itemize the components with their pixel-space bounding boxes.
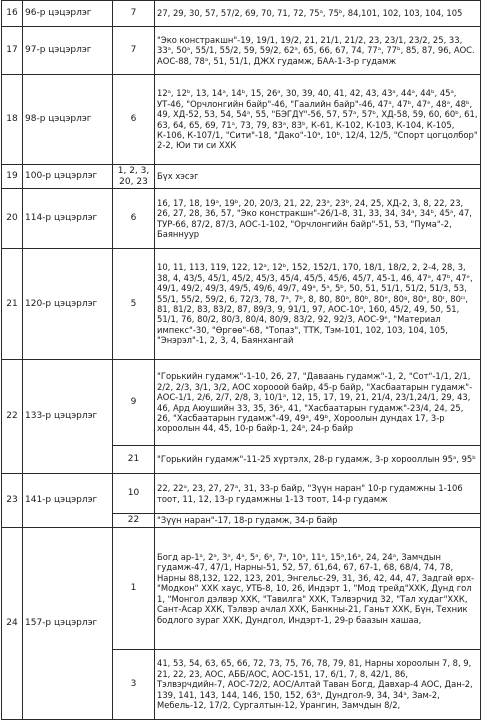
address-list: "Зүүн наран"-17, 18-р гудамж, 34-р байр — [155, 514, 481, 528]
row-number: 19 — [2, 165, 23, 189]
row-number: 21 — [2, 249, 23, 360]
address-list: "Горькийн гудамж"-11-25 хүртэлх, 28-р гудамж, 3-р хорооллын 95ᵃ, 95ᵇ — [155, 446, 481, 474]
address-list: 22, 22ᵃ, 23, 27, 27ᵃ, 31, 33-р байр, "Зүүн наран" 10-р гудамжны 1-106 тоот, 11, 12, 13-р гудамжны 1-13 тоот, 14-р гудамж — [155, 474, 481, 514]
address-list: 41, 53, 54, 63, 65, 66, 72, 73, 75, 76, 78, 79, 81, Нарны хороолын 7, 8, 9, 21, 22, 23, АОС, АББ/АОС, АОС-151, 17, 6/1, 7, 8, 42/1, 86, Тэлвэрчдийн-7, АОС-72/2, АОС/Алтай Таван Богд, Давхар-4 АОС, Дан-2, 139, 141, 143, 144, 146, 150, 152, 63ᵃ, Дундгол-9, 34, 34ᵃ, Зам-2, Мебель-12, 17/2, Сургалтын-12, Урангин, Замчдын 8/2, — [155, 650, 481, 720]
address-list: "Эко констракшн"-19, 19/1, 19/2, 21, 21/1, 21/2, 23, 23/1, 23/2, 25, 33, 33ᵃ, 50ᵃ, 55/1, 55/2, 59, 59/2, 62ᵃ, 65, 66, 67, 74, 77ᵃ, 77ᵇ, 85, 87, 96, АОС. АОС-88, 78ᵃ, 51, 51/1, ДЖХ гудамж, БАА-1-3-р гудамж — [155, 27, 481, 75]
district-number: 1 — [113, 528, 155, 650]
kindergarten-name: 133-р цэцэрлэг — [23, 360, 113, 474]
address-list: 27, 29, 30, 57, 57/2, 69, 70, 71, 72, 75ᵃ, 75ᵇ, 84,101, 102, 103, 104, 105 — [155, 1, 481, 27]
district-number: 21 — [113, 446, 155, 474]
district-number: 7 — [113, 27, 155, 75]
table-row — [2, 27, 481, 75]
district-number: 3 — [113, 650, 155, 720]
district-number: 5 — [113, 249, 155, 360]
kindergarten-district-table — [1, 0, 481, 720]
district-number: 10 — [113, 474, 155, 514]
district-number: 6 — [113, 75, 155, 165]
row-number: 17 — [2, 27, 23, 75]
kindergarten-name: 120-р цэцэрлэг — [23, 249, 113, 360]
table-row — [2, 249, 481, 360]
district-number: 1, 2, 3, 20, 23 — [113, 165, 155, 189]
address-list: Бүх хэсэг — [155, 165, 481, 189]
row-number: 16 — [2, 1, 23, 27]
row-number: 20 — [2, 189, 23, 249]
row-number: 18 — [2, 75, 23, 165]
kindergarten-name: 141-р цэцэрлэг — [23, 474, 113, 528]
table-row — [2, 528, 481, 650]
table-row — [2, 1, 481, 27]
address-list: 10, 11, 113, 119, 122, 12ᵃ, 12ᵇ, 152, 152/1, 170, 18/1, 18/2, 2, 2-4, 28, 3, 38, 4, 43/5, 45/1, 45/2, 45/3, 45/4, 45/5, 45/6, 45/7, 45-1, 46, 47ᵃ, 47ᵇ, 47ᵉ, 49/1, 49/2, 49/3, 49/5, 49/6, 49/7, 49ᵃ, 5ᵃ, 5ᵇ, 50, 51, 51/1, 51/2, 51/3, 53, 55/1, 55/2, 59/2, 6, 72/3, 78, 7ᵃ, 7ᵇ, 8, 80, 80ᵃ, 80ᵇ, 80ᵉ, 80ᵍ, 80ᵉ, 80ᶦ, 80ᶦᶦ, 81, 81/2, 83, 83/2, 87, 89/3, 9, 91/1, 97, АОС-10ᵃ, 160, 45/2, 49, 50, 51, 51/1, 76, 80/2, 80/3, 80/4, 80/9, 83/2, 92, 92/3, АОС-9ᵉ, "Материал импекс"-30, "Өргөө"-68, "Топаз", ТТК, Тэм-101, 102, 103, 104, 105, "Энэрэл"-1, 2, 3, 4, Баянхангай — [155, 249, 481, 360]
address-list: 16, 17, 18, 19ᵃ, 19ᵇ, 20, 20/3, 21, 22, 23ᵃ, 23ᵇ, 24, 25, ХД-2, 3, 8, 22, 23, 26, 27, 28, 36, 57, "Эко констракшн"-26/1-8, 31, 33, 34, 34ᵃ, 34ᵇ, 45ᵃ, 47, ТУР-66, 87/2, 87/3, АОС-1-102, "Орчлонгийн байр"-51, 53, "Пума"-2, Баяннуур — [155, 189, 481, 249]
kindergarten-name: 98-р цэцэрлэг — [23, 75, 113, 165]
row-number: 23 — [2, 474, 23, 528]
kindergarten-name: 114-р цэцэрлэг — [23, 189, 113, 249]
kindergarten-name: 157-р цэцэрлэг — [23, 528, 113, 720]
district-number: 9 — [113, 360, 155, 446]
district-number: 7 — [113, 1, 155, 27]
district-number: 22 — [113, 514, 155, 528]
table-row — [2, 189, 481, 249]
district-number: 6 — [113, 189, 155, 249]
table-row — [2, 360, 481, 446]
kindergarten-name: 96-р цэцэрлэг — [23, 1, 113, 27]
row-number: 24 — [2, 528, 23, 720]
table-row — [2, 165, 481, 189]
address-list: "Горькийн гудамж"-1-10, 26, 27, "Даваань гудамж"-1, 2, "Сот"-1/1, 2/1, 2/2, 2/3, 3/1, 3/2, АОС хорооой байр, 45-р байр, "Хасбаатарын гудамж"- АОС-1/1, 2/6, 2/7, 2/8, 3, 10/1ᵃ, 12, 15, 17, 19, 21, 21/4, 23/1,24/1, 29, 43, 46, Ард Аюушийн 33, 35, 36ᵃ, 41, "Хасбаатарын гудамж"-23/4, 24, 25, 26, "Хасбаатарын гудамж"-49, 49ᵃ, 49ᵇ, Хороолын дундах 17, 3-р хороолын 44, 45, 10-р байр-1, 24ᵃ, 24-р байр — [155, 360, 481, 446]
kindergarten-name: 100-р цэцэрлэг — [23, 165, 113, 189]
table-row — [2, 474, 481, 514]
address-list: Богд ар-1ᵃ, 2ᵃ, 3ᵃ, 4ᵃ, 5ᵃ, 6ᵃ, 7ᵃ, 10ᵃ, 11ᵃ, 15ᵃ,16ᵃ, 24, 24ᵃ, Замчдын гудамж-47, 47/1, Нарны-51, 52, 57, 61,64, 67, 67-1, 68, 68/4, 74, 78, Нарны 88,132, 122, 123, 201, Энгельс-29, 31, 36, 42, 44, 47, Задгай өрх-"Модкон" ХХК хаус, УТБ-8, 10, 26, Индэрт 1, "Мод трейд"ХХК, Дунд гол 1, "Монгол дэлвэр ХХК, "Тавилга" ХХК, Тэлвэрчид 32, "Тал худаг"ХХК, Сант-Асар ХХК, Тэлвэр ачлал ХХК, Банкны-21, Ганьт ХХК, Бүн, Техник бодлого зураг ХХК, Дундгол, Индэрт-1, 29-р баазын хашаа, — [155, 528, 481, 650]
row-number: 22 — [2, 360, 23, 474]
kindergarten-name: 97-р цэцэрлэг — [23, 27, 113, 75]
table-row — [2, 75, 481, 165]
address-list: 12ᵃ, 12ᵇ, 13, 14ᵃ, 14ᵇ, 15, 26ᵃ, 30, 39, 40, 41, 42, 43, 43ᵃ, 44ᵃ, 44ᵇ, 45ᵃ, УТ-46, "Орчлонгийн байр"-46, "Гаалийн байр"-46, 47ᵃ, 47ᵇ, 47ᵉ, 48ᵃ, 48ᵇ, 49, ХД-52, 53, 54, 54ᵃ, 55, "БЭГДҮ"-56, 57, 57ᵃ, 57ᵇ, ХД-58, 59, 60, 60ᵇ, 61, 63, 64, 65, 69, 71ᵃ, 73, 79, 83ᵃ, 83ᵇ, К-61, К-102, К-103, К-104, К-105, К-106, К-107/1, "Сити"-18, "Дако"-10ᵃ, 10ᵇ, 12/4, 12/5, "Спорт цогцолбор" 2-2, Юи ти си ХХК — [155, 75, 481, 165]
